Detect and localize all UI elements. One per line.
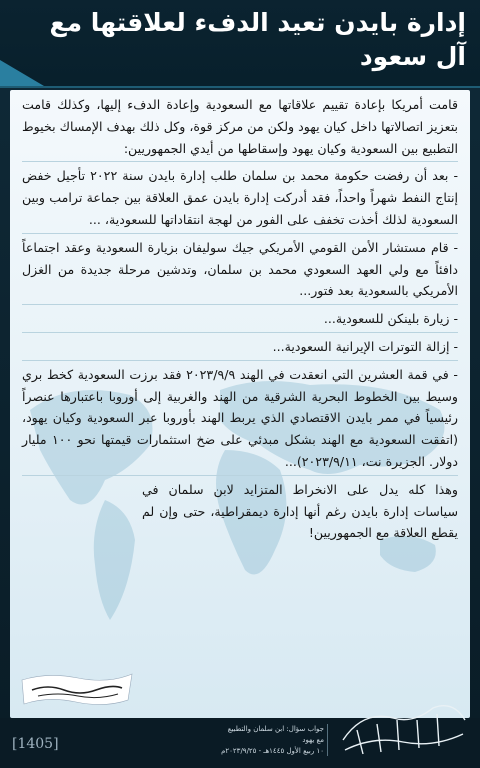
footer-note-date: ١٠ ربيع الأول ١٤٤٥هـ - ٢٠٢٣/٩/٢٥م: [221, 747, 324, 755]
paragraph-conclusion: وهذا كله يدل على الانخراط المتزايد لابن سلمان في سياسات إدارة بايدن رغم أنها إدارة ديمقراطية، حتى وإن لم يقطع العلاقة مع الجمهوريين!: [142, 481, 458, 541]
footer-note-title: جواب سؤال: ابن سلمان والتطبيع مع يهود: [227, 725, 324, 744]
paragraph-point-1: - بعد أن رفضت حكومة محمد بن سلمان طلب إدارة بايدن سنة ٢٠٢٢ تأجيل خفض إنتاج النفط شهراً واحداً، فقد أدركت إدارة بايدن عمق العلاقة بين جماعة ترامب وبين السعودية لذلك أخذت تخفف على الفور من لهجة انتقاداتها للسعودية، ...: [22, 165, 458, 233]
paragraph-intro: قامت أمريكا بإعادة تقييم علاقاتها مع السعودية وإعادة الدفء إليها، وكذلك قامت بتعزيز اتصالاتها داخل كيان يهود ولكن من مركز قوة، وكل ذلك بهدف الإمساك بخيوط التطبيع بين السعودية وكيان يهود وإسقاطها من أيدي الجمهوريين:: [22, 94, 458, 162]
footer-note: [220, 724, 324, 757]
article-body: [22, 94, 458, 546]
issue-number: [1405]: [12, 736, 59, 752]
header-bar: [0, 0, 480, 88]
flag-emblem-icon: [18, 670, 136, 710]
calligraphy-seal-icon: [333, 690, 473, 764]
paragraph-point-5: - في قمة العشرين التي انعقدت في الهند ٢٠٢٣/٩/٩ فقد برزت السعودية كخط بري وسيط بين الخطوط البحرية الشرقية من الهند والغربية إلى أوروبا باعتبارها عنصراً رئيسياً في ممر بايدن الاقتصادي الذي يربط الهند بأوروبا عبر السعودية وكيان يهود، (اتفقت السعودية مع الهند بشكل مبدئي على ضخ استثمارات قيمتها نحو ١٠٠ مليار دولار. الجزيرة نت، ٢٠٢٣/٩/١١)...: [22, 364, 458, 476]
page-title: إدارة بايدن تعيد الدفء لعلاقتها مع آل سعود: [49, 8, 466, 71]
footer-divider: [327, 724, 328, 756]
paragraph-point-4: - إزالة التوترات الإيرانية السعودية...: [22, 336, 458, 361]
paragraph-point-3: - زيارة بلينكن للسعودية...: [22, 308, 458, 333]
paragraph-point-2: - قام مستشار الأمن القومي الأمريكي جيك سوليفان بزيارة السعودية وعقد اجتماعاً دافئاً مع ولي العهد السعودي محمد بن سلمان، وتدشين مرحلة جديدة من الغزل الأمريكي بالسعودية بعد فتور...: [22, 237, 458, 305]
content-panel: [10, 90, 470, 718]
